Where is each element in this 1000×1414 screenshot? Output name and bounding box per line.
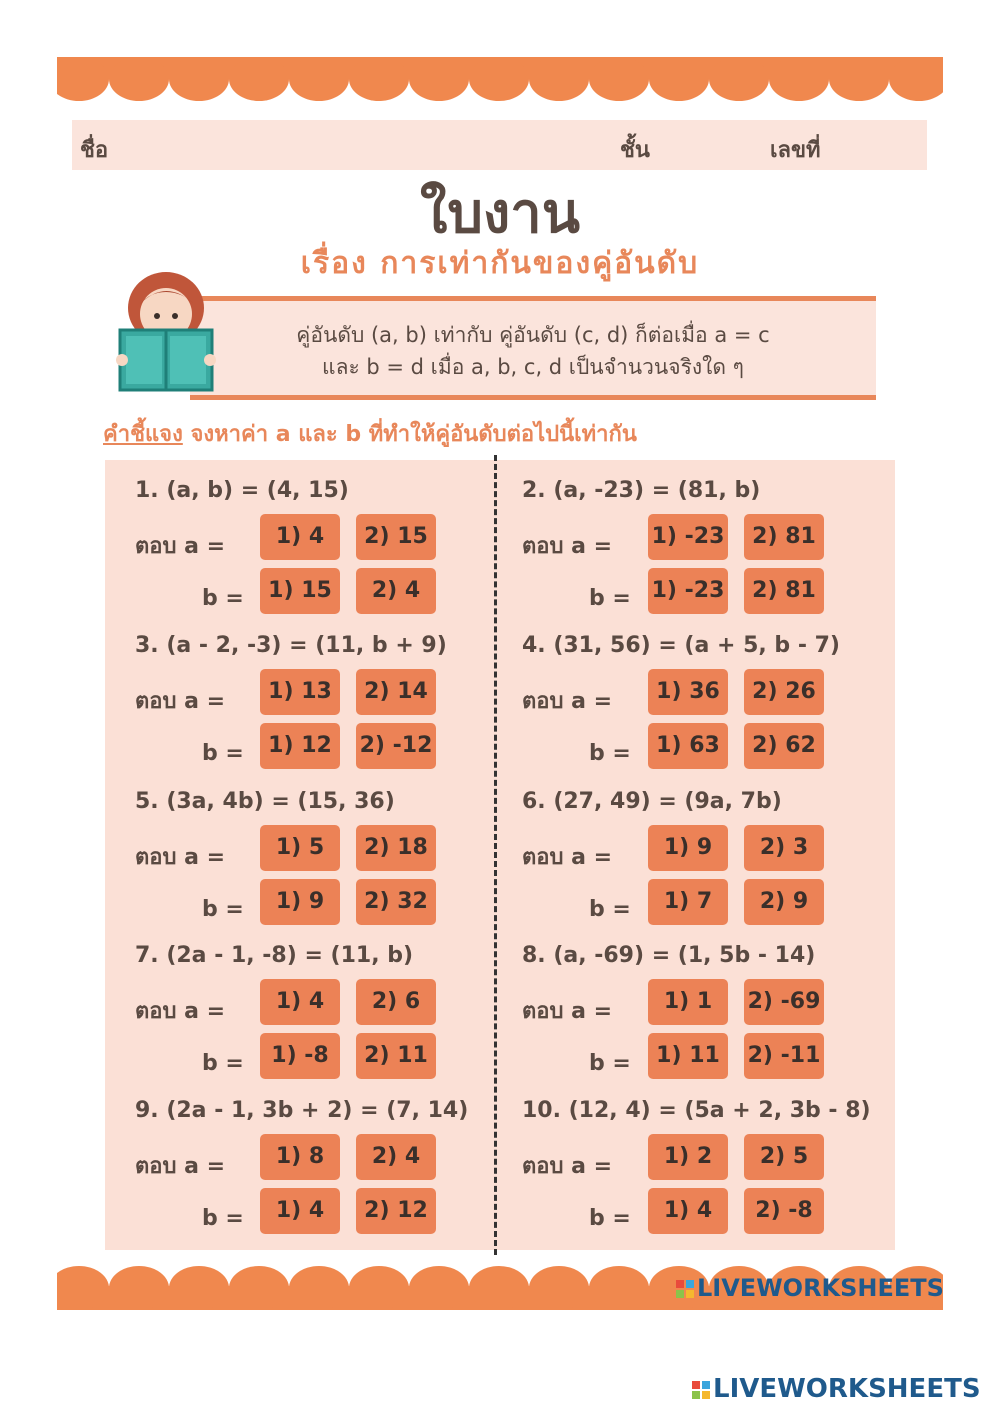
instruction-label: คำชี้แจง (103, 422, 183, 447)
girl-reading-illustration (112, 268, 220, 398)
q4-b-option-1[interactable]: 1) 63 (648, 723, 728, 769)
answer-b-label: b = (589, 741, 631, 766)
q2-b-option-1[interactable]: 1) -23 (648, 568, 728, 614)
question-5-text: 5. (3a, 4b) = (15, 36) (135, 789, 395, 814)
q9-a-option-1[interactable]: 1) 8 (260, 1134, 340, 1180)
answer-b-label: b = (589, 586, 631, 611)
answer-a-label: ตอบ a = (522, 1154, 613, 1179)
q7-b-option-2[interactable]: 2) 11 (356, 1033, 436, 1079)
answer-a-label: ตอบ a = (135, 534, 226, 559)
answer-b-label: b = (202, 741, 244, 766)
q6-a-option-2[interactable]: 2) 3 (744, 825, 824, 871)
number-label: เลขที่ (770, 138, 821, 163)
answer-b-label: b = (202, 1051, 244, 1076)
answer-a-label: ตอบ a = (522, 534, 613, 559)
column-divider (494, 455, 497, 1255)
instruction (103, 416, 637, 451)
question-2-text: 2. (a, -23) = (81, b) (522, 478, 761, 503)
question-4-text: 4. (31, 56) = (a + 5, b - 7) (522, 633, 840, 658)
q7-a-option-1[interactable]: 1) 4 (260, 979, 340, 1025)
q5-b-option-2[interactable]: 2) 32 (356, 879, 436, 925)
answer-b-label: b = (589, 897, 631, 922)
answer-a-label: ตอบ a = (135, 999, 226, 1024)
answer-a-label: ตอบ a = (135, 1154, 226, 1179)
q2-a-option-1[interactable]: 1) -23 (648, 514, 728, 560)
q9-a-option-2[interactable]: 2) 4 (356, 1134, 436, 1180)
q10-a-option-2[interactable]: 2) 5 (744, 1134, 824, 1180)
scallop-border-top (57, 57, 943, 107)
q3-a-option-1[interactable]: 1) 13 (260, 669, 340, 715)
answer-b-label: b = (202, 1206, 244, 1231)
liveworksheets-mark-icon (676, 1280, 694, 1298)
q8-a-option-1[interactable]: 1) 1 (648, 979, 728, 1025)
q4-a-option-2[interactable]: 2) 26 (744, 669, 824, 715)
question-8-text: 8. (a, -69) = (1, 5b - 14) (522, 943, 816, 968)
definition-line-1: คู่อันดับ (a, b) เท่ากับ คู่อันดับ (c, d) ก็ต่อเมื่อ a = c (296, 323, 770, 347)
q9-b-option-2[interactable]: 2) 12 (356, 1188, 436, 1234)
q8-b-option-2[interactable]: 2) -11 (744, 1033, 824, 1079)
answer-b-label: b = (589, 1051, 631, 1076)
q2-a-option-2[interactable]: 2) 81 (744, 514, 824, 560)
q8-b-option-1[interactable]: 1) 11 (648, 1033, 728, 1079)
student-info-bar (72, 120, 927, 170)
q10-a-option-1[interactable]: 1) 2 (648, 1134, 728, 1180)
liveworksheets-mark-icon (692, 1381, 710, 1399)
definition-box (190, 296, 876, 400)
q2-b-option-2[interactable]: 2) 81 (744, 568, 824, 614)
q3-a-option-2[interactable]: 2) 14 (356, 669, 436, 715)
question-3-text: 3. (a - 2, -3) = (11, b + 9) (135, 633, 447, 658)
q10-b-option-2[interactable]: 2) -8 (744, 1188, 824, 1234)
liveworksheets-logo-footer (676, 1274, 944, 1302)
q6-a-option-1[interactable]: 1) 9 (648, 825, 728, 871)
name-label: ชื่อ (80, 138, 109, 163)
page-subtitle: เรื่อง การเท่ากันของคู่อันดับ (300, 246, 700, 281)
answer-a-label: ตอบ a = (522, 689, 613, 714)
brand-text: LIVEWORKSHEETS (697, 1274, 944, 1302)
q5-b-option-1[interactable]: 1) 9 (260, 879, 340, 925)
answer-a-label: ตอบ a = (135, 845, 226, 870)
q8-a-option-2[interactable]: 2) -69 (744, 979, 824, 1025)
q7-b-option-1[interactable]: 1) -8 (260, 1033, 340, 1079)
q1-b-option-1[interactable]: 1) 15 (260, 568, 340, 614)
brand-text: LIVEWORKSHEETS (713, 1374, 981, 1404)
liveworksheets-logo-watermark[interactable] (692, 1374, 981, 1404)
q1-b-option-2[interactable]: 2) 4 (356, 568, 436, 614)
q3-b-option-2[interactable]: 2) -12 (356, 723, 436, 769)
q9-b-option-1[interactable]: 1) 4 (260, 1188, 340, 1234)
q10-b-option-1[interactable]: 1) 4 (648, 1188, 728, 1234)
q1-a-option-1[interactable]: 1) 4 (260, 514, 340, 560)
question-1-text: 1. (a, b) = (4, 15) (135, 478, 349, 503)
answer-a-label: ตอบ a = (522, 999, 613, 1024)
answer-a-label: ตอบ a = (135, 689, 226, 714)
answer-b-label: b = (589, 1206, 631, 1231)
answer-a-label: ตอบ a = (522, 845, 613, 870)
q6-b-option-2[interactable]: 2) 9 (744, 879, 824, 925)
definition-line-2: และ b = d เมื่อ a, b, c, d เป็นจำนวนจริงใด ๆ (322, 355, 744, 379)
q6-b-option-1[interactable]: 1) 7 (648, 879, 728, 925)
instruction-text: จงหาค่า a และ b ที่ทำให้คู่อันดับต่อไปนี้เท่ากัน (182, 422, 637, 447)
q5-a-option-1[interactable]: 1) 5 (260, 825, 340, 871)
question-10-text: 10. (12, 4) = (5a + 2, 3b - 8) (522, 1098, 871, 1123)
q7-a-option-2[interactable]: 2) 6 (356, 979, 436, 1025)
q4-b-option-2[interactable]: 2) 62 (744, 723, 824, 769)
question-6-text: 6. (27, 49) = (9a, 7b) (522, 789, 782, 814)
question-7-text: 7. (2a - 1, -8) = (11, b) (135, 943, 414, 968)
answer-b-label: b = (202, 586, 244, 611)
question-9-text: 9. (2a - 1, 3b + 2) = (7, 14) (135, 1098, 469, 1123)
q4-a-option-1[interactable]: 1) 36 (648, 669, 728, 715)
q3-b-option-1[interactable]: 1) 12 (260, 723, 340, 769)
class-label: ชั้น (620, 138, 650, 163)
answer-b-label: b = (202, 897, 244, 922)
q1-a-option-2[interactable]: 2) 15 (356, 514, 436, 560)
q5-a-option-2[interactable]: 2) 18 (356, 825, 436, 871)
page-title: ใบงาน (420, 181, 580, 246)
